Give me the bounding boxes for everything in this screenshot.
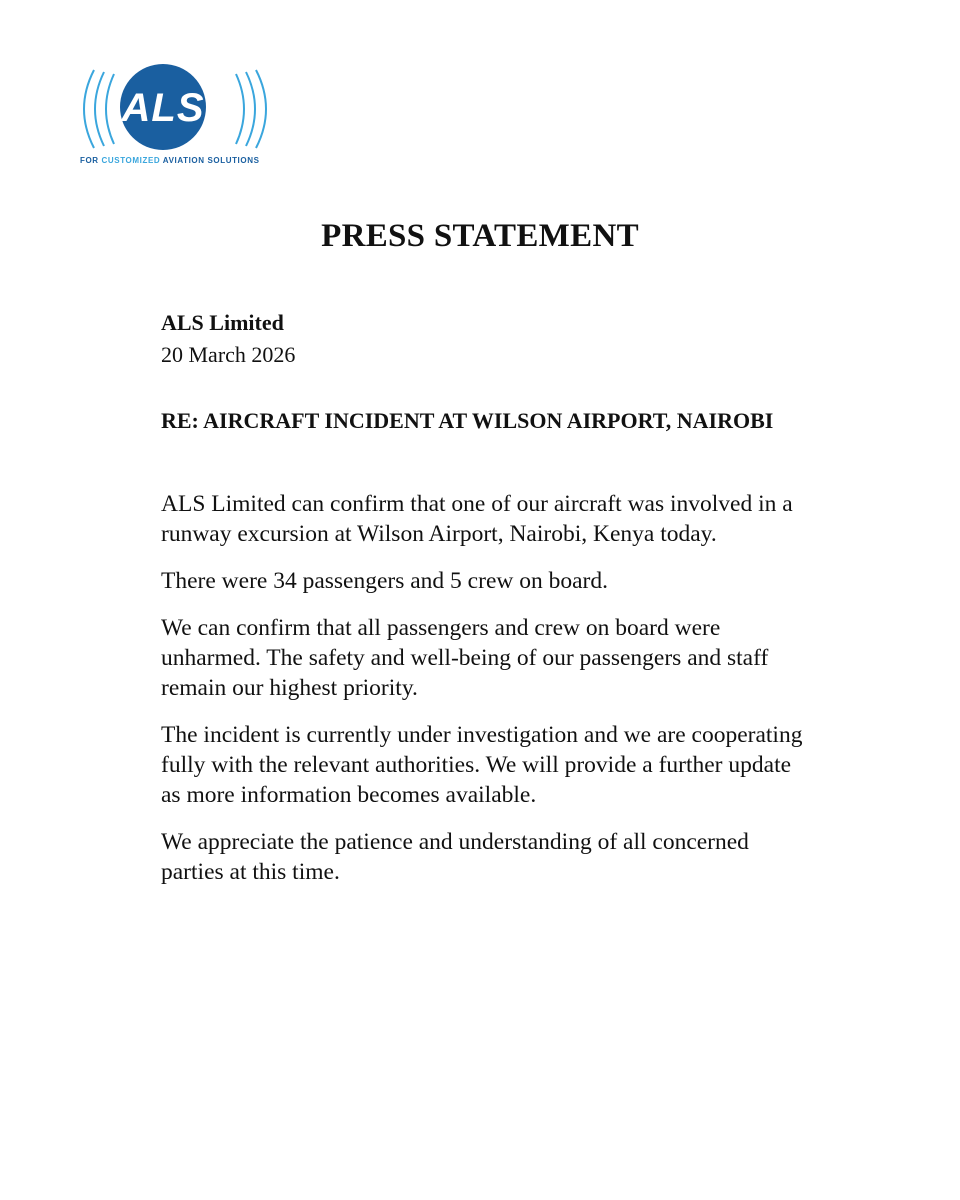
logo-tagline: FOR CUSTOMIZED AVIATION SOLUTIONS <box>80 156 260 165</box>
paragraph: There were 34 passengers and 5 crew on board. <box>161 568 608 594</box>
paragraph: We appreciate the patience and understanding of all concerned parties at this time. <box>161 829 749 885</box>
paragraph: We can confirm that all passengers and crew on board were unharmed. The safety and well-being of our passengers and staff remain our highest priority. <box>161 615 769 701</box>
statement-subject: RE: AIRCRAFT INCIDENT AT WILSON AIRPORT, NAIROBI <box>161 408 774 433</box>
statement-body <box>161 489 811 904</box>
page-title: PRESS STATEMENT <box>321 218 639 254</box>
statement-date: 20 March 2026 <box>161 342 296 367</box>
als-logo <box>72 64 278 170</box>
logo-text: ALS <box>121 86 205 130</box>
als-logo-emblem <box>72 64 278 156</box>
paragraph: ALS Limited can confirm that one of our aircraft was involved in a runway excursion at Wilson Airport, Nairobi, Kenya today. <box>161 491 793 547</box>
statement-meta <box>161 308 295 370</box>
organization-name: ALS Limited <box>161 310 284 335</box>
paragraph: The incident is currently under investigation and we are cooperating fully with the relevant authorities. We will provide a further update as more information becomes available. <box>161 722 803 808</box>
